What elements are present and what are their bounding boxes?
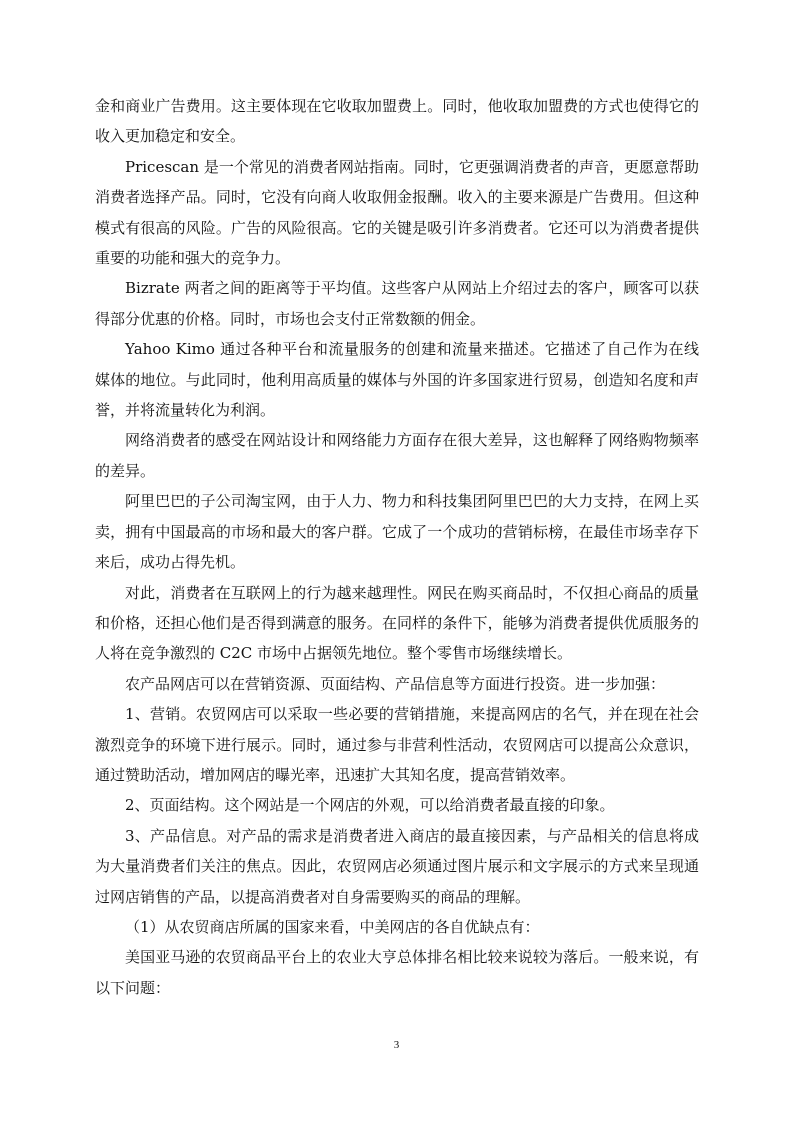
paragraph: Bizrate 两者之间的距离等于平均值。这些客户从网站上介绍过去的客户，顾客可以获得部分优惠的价格。同时，市场也会支付正常数额的佣金。 [95,279,699,328]
paragraph: 农产品网店可以在营销资源、页面结构、产品信息等方面进行投资。进一步加强： [125,674,666,693]
paragraph: 2、页面结构。这个网站是一个网店的外观，可以给消费者最直接的印象。 [125,796,615,815]
page-number: 3 [393,1039,400,1051]
body-text [95,91,699,1003]
paragraph: 1、营销。农贸网店可以采取一些必要的营销措施，来提高网店的名气，并在现在社会激烈竞争的环境下进行展示。同时，通过参与非营利性活动，农贸网店可以提高公众意识，通过赞助活动，增加网店的曝光率，迅速扩大其知名度，提高营销效率。 [95,705,699,784]
paragraph: 网络消费者的感受在网站设计和网络能力方面存在很大差异，这也解释了网络购物频率的差异。 [95,431,699,480]
paragraph: 3、产品信息。对产品的需求是消费者进入商店的最直接因素，与产品相关的信息将成为大量消费者们关注的焦点。因此，农贸网店必须通过图片展示和文字展示的方式来呈现通过网店销售的产品，以提高消费者对自身需要购买的商品的理解。 [95,826,699,906]
paragraph: Yahoo Kimo 通过各种平台和流量服务的创建和流量来描述。它描述了自己作为在线媒体的地位。与此同时，他利用高质量的媒体与外国的许多国家进行贸易，创造知名度和声誉，并将流量转化为利润。 [95,340,699,420]
paragraph: 美国亚马逊的农贸商品平台上的农业大亨总体排名相比较来说较为落后。一般来说，有以下问题： [95,948,699,997]
paragraph: 金和商业广告费用。这主要体现在它收取加盟费上。同时，他收取加盟费的方式也使得它的收入更加稳定和安全。 [95,97,699,146]
paragraph: Pricescan 是一个常见的消费者网站指南。同时，它更强调消费者的声音，更愿意帮助消费者选择产品。同时，它没有向商人收取佣金报酬。收入的主要来源是广告费用。但这种模式有很高的风险。广告的风险很高。它的关键是吸引许多消费者。它还可以为消费者提供重要的功能和强大的竞争力。 [95,157,699,268]
paragraph: （1）从农贸商店所属的国家来看，中美网店的各自优缺点有： [125,917,540,936]
paragraph: 对此，消费者在互联网上的行为越来越理性。网民在购买商品时，不仅担心商品的质量和价格，还担心他们是否得到满意的服务。在同样的条件下，能够为消费者提供优质服务的人将在竞争激烈的 C2C 市场中占据领先地位。整个零售市场继续增长。 [95,583,699,663]
paragraph: 阿里巴巴的子公司淘宝网，由于人力、物力和科技集团阿里巴巴的大力支持，在网上买卖，拥有中国最高的市场和最大的客户群。它成了一个成功的营销标榜，在最佳市场幸存下来后，成功占得先机。 [95,492,699,572]
